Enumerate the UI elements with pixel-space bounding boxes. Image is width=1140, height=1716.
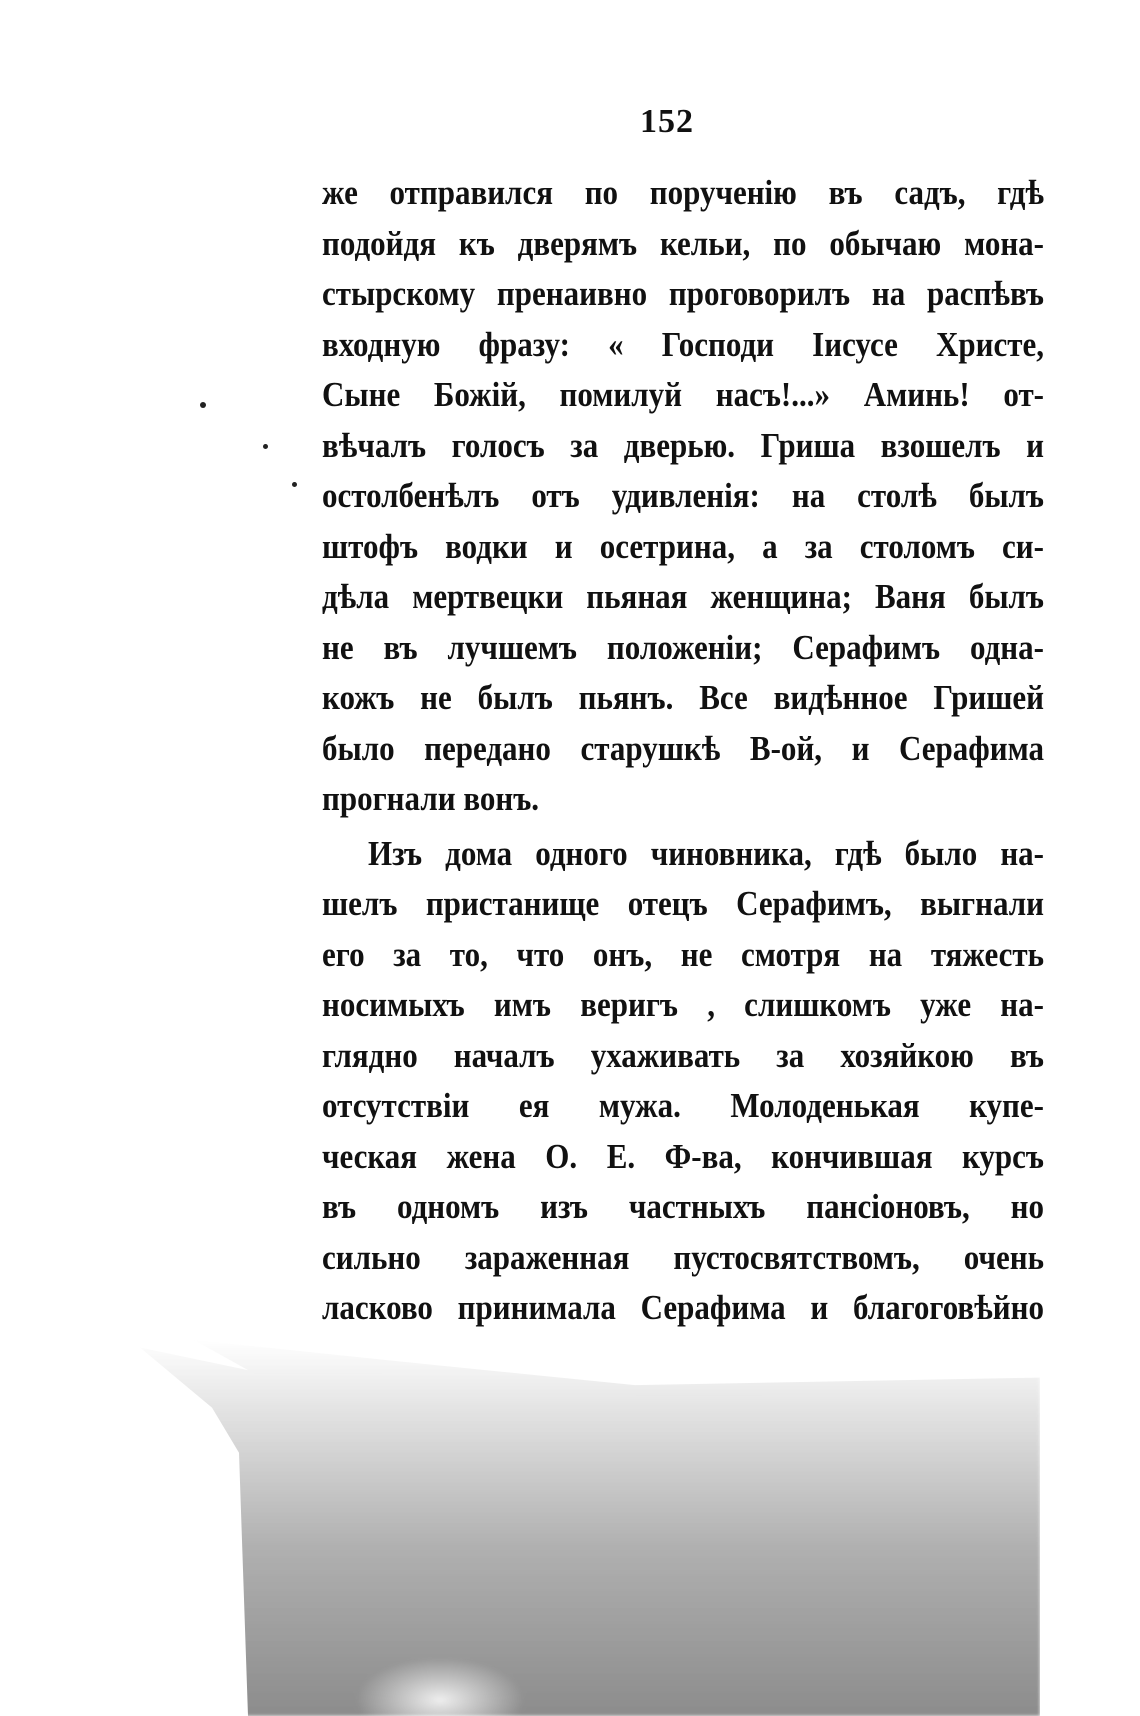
text-line: было передано старушкѣ В-ой, и Серафима [322, 728, 1044, 768]
text-line: стырскому пренаивно проговорилъ на распѣвъ [322, 273, 1044, 314]
margin-speck [292, 482, 297, 487]
page-text [322, 168, 1044, 1334]
text-line: Изъ дома одного чиновника, гдѣ было на- [368, 833, 1044, 873]
text-line: же отправился по порученію въ садъ, гдѣ [322, 172, 1044, 213]
page-number: 152 [640, 103, 694, 140]
text-line: Сыне Божій, помилуй насъ!...» Аминь! от- [322, 374, 1044, 415]
text-line: вѣчалъ голосъ за дверью. Гриша взошелъ и [322, 425, 1044, 465]
text-line: носимыхъ имъ веригъ , слишкомъ уже на- [322, 984, 1044, 1025]
margin-speck [263, 444, 268, 449]
text-line: входную фразу: « Господи Іисусе Христе, [322, 324, 1044, 364]
paragraph-2 [322, 829, 1044, 1334]
text-line: въ одномъ изъ частныхъ пансіоновъ, но [322, 1186, 1044, 1227]
text-line: прогнали вонъ. [322, 778, 540, 819]
text-line: кожъ не былъ пьянъ. Все видѣнное Гришей [322, 677, 1044, 718]
text-line: ласково принимала Серафима и благоговѣйно [322, 1287, 1044, 1328]
text-line: отсутствіи ея мужа. Молоденькая купе- [322, 1085, 1044, 1126]
scan-smudge [140, 1340, 1040, 1716]
text-line: остолбенѣлъ отъ удивленія: на столѣ былъ [322, 475, 1044, 516]
text-line: шелъ пристанище отецъ Серафимъ, выгнали [322, 883, 1044, 924]
text-line: штофъ водки и осетрина, а за столомъ си- [322, 526, 1044, 566]
text-line: глядно началъ ухаживать за хозяйкою въ [322, 1035, 1044, 1075]
text-line: не въ лучшемъ положеніи; Серафимъ одна- [322, 627, 1044, 667]
text-line: сильно зараженная пустосвятствомъ, очень [322, 1237, 1044, 1277]
margin-speck [200, 402, 206, 408]
text-line: дѣла мертвецки пьяная женщина; Ваня былъ [322, 576, 1044, 617]
text-line: ческая жена О. Е. Ф-ва, кончившая курсъ [322, 1136, 1044, 1176]
text-line: его за то, что онъ, не смотря на тяжесть [322, 934, 1044, 974]
text-line: подойдя къ дверямъ кельи, по обычаю мона- [322, 223, 1044, 263]
paragraph-1 [322, 168, 1044, 825]
